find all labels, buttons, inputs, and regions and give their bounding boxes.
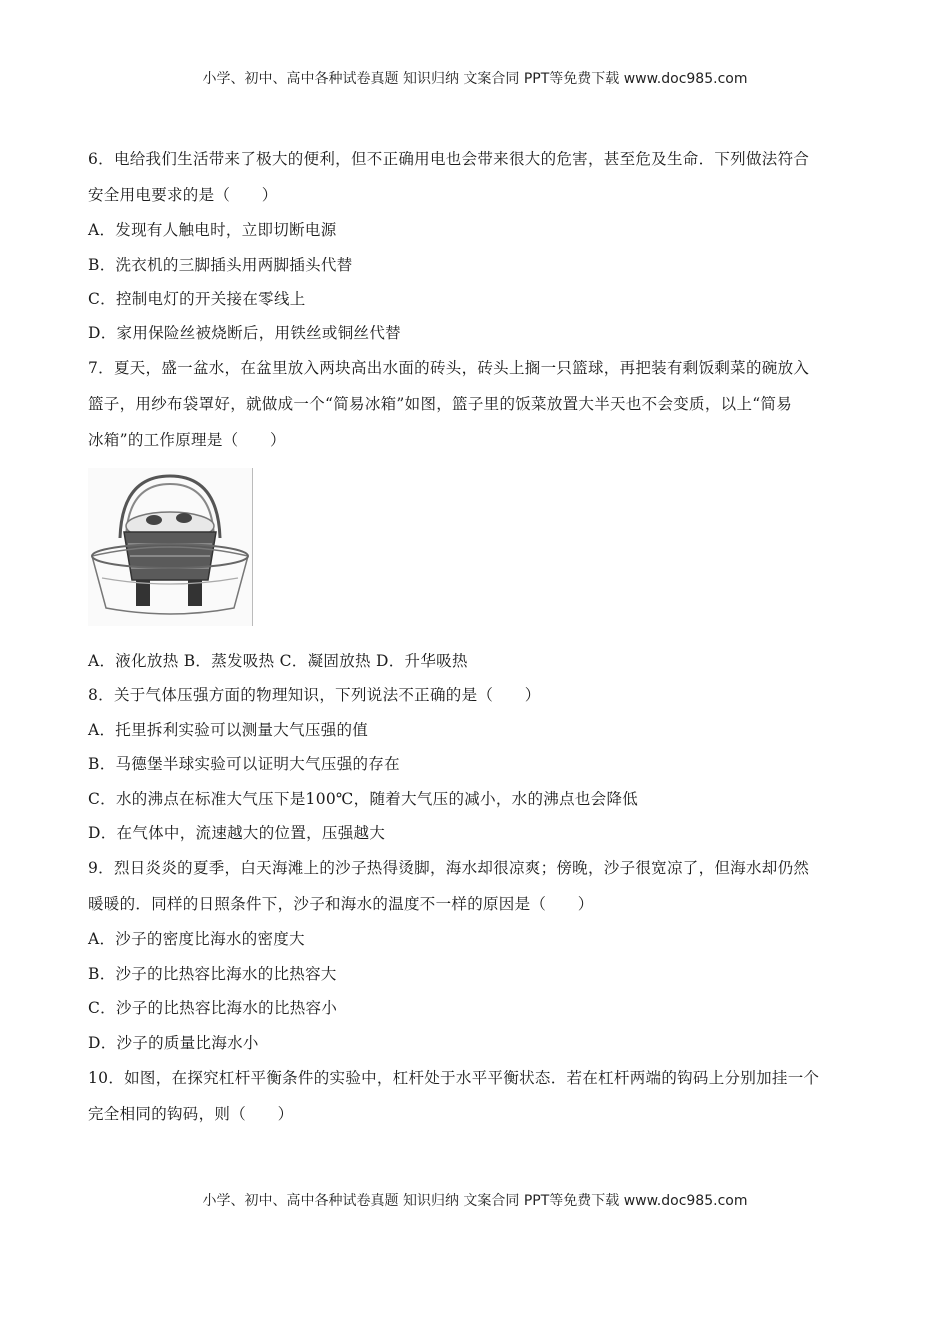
q7-stem-line1: 7．夏天，盛一盆水，在盆里放入两块高出水面的砖头，砖头上搁一只篮球，再把装有剩饭剩菜的碗放入 [88, 359, 810, 377]
simple-fridge-figure [88, 468, 253, 626]
q9-option-c: C．沙子的比热容比海水的比热容小 [88, 999, 338, 1017]
q9-stem-line1: 9．烈日炎炎的夏季，白天海滩上的沙子热得烫脚，海水却很凉爽；傍晚，沙子很宽凉了，但海水却仍然 [88, 859, 810, 877]
q8-stem: 8．关于气体压强方面的物理知识，下列说法不正确的是（ ） [88, 686, 541, 704]
q9-option-b: B．沙子的比热容比海水的比热容大 [88, 965, 337, 983]
q10-stem-line1: 10．如图，在探究杠杆平衡条件的实验中，杠杆处于水平平衡状态．若在杠杆两端的钩码上分别加挂一个 [88, 1069, 820, 1087]
q8-option-c: C．水的沸点在标准大气压下是100℃，随着大气压的减小，水的沸点也会降低 [88, 790, 639, 808]
q6-option-c: C．控制电灯的开关接在零线上 [88, 290, 306, 308]
q7-stem-line3: 冰箱”的工作原理是（ ） [88, 431, 286, 449]
q10-stem-line2: 完全相同的钩码，则（ ） [88, 1105, 294, 1123]
q9-option-a: A．沙子的密度比海水的密度大 [88, 930, 305, 948]
q7-options: A．液化放热 B．蒸发吸热 C．凝固放热 D．升华吸热 [88, 652, 468, 670]
q8-option-a: A．托里拆利实验可以测量大气压强的值 [88, 721, 369, 739]
q6-option-b: B．洗衣机的三脚插头用两脚插头代替 [88, 256, 353, 274]
q7-stem-line2: 篮子，用纱布袋罩好，就做成一个“简易冰箱”如图，篮子里的饭菜放置大半天也不会变质，以上“简易 [88, 395, 793, 413]
q9-stem-line2: 暖暖的．同样的日照条件下，沙子和海水的温度不一样的原因是（ ） [88, 895, 594, 913]
q8-option-d: D．在气体中，流速越大的位置，压强越大 [88, 824, 386, 842]
q9-option-d: D．沙子的质量比海水小 [88, 1034, 259, 1052]
q6-stem-line1: 6．电给我们生活带来了极大的便利，但不正确用电也会带来很大的危害，甚至危及生命．下列做法符合 [88, 150, 810, 168]
q6-option-d: D．家用保险丝被烧断后，用铁丝或铜丝代替 [88, 324, 401, 342]
q6-stem-line2: 安全用电要求的是（ ） [88, 186, 278, 204]
q8-option-b: B．马德堡半球实验可以证明大气压强的存在 [88, 755, 400, 773]
basket-basin-illustration [88, 468, 252, 626]
q6-option-a: A．发现有人触电时，立即切断电源 [88, 221, 337, 239]
page-header: 小学、初中、高中各种试卷真题 知识归纳 文案合同 PPT等免费下载 www.doc985.com [202, 71, 748, 87]
page-footer: 小学、初中、高中各种试卷真题 知识归纳 文案合同 PPT等免费下载 www.doc985.com [202, 1193, 748, 1209]
